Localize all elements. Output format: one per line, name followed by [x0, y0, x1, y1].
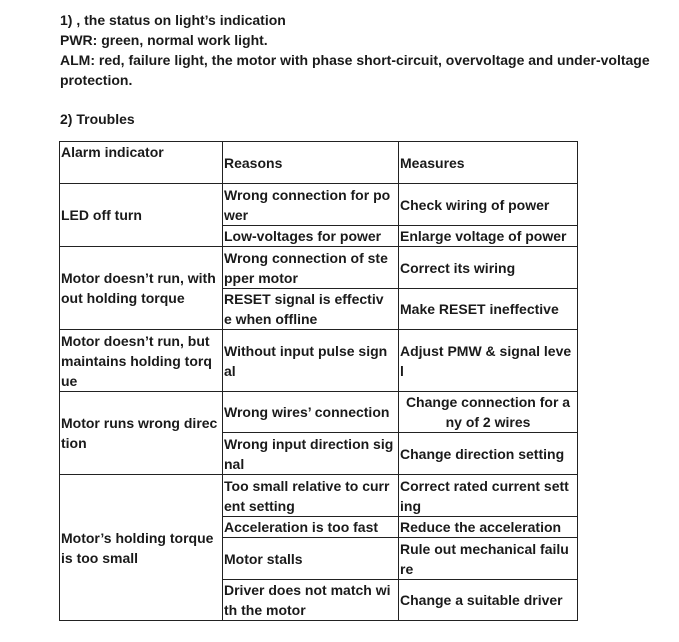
reason-cell: Wrong connection of ste pper motor — [223, 247, 399, 289]
table-row — [60, 475, 578, 517]
reason-cell: Motor stalls — [223, 538, 399, 580]
measure-cell: Change direction setting — [399, 433, 578, 475]
reason-cell: Driver does not match wi th the motor — [223, 580, 399, 621]
troubles-heading: 2) Troubles — [60, 111, 135, 127]
light-status-heading: 1) , the status on light’s indication — [60, 12, 286, 28]
table-header-row — [60, 142, 578, 184]
table-row — [60, 330, 578, 392]
reason-cell: RESET signal is effectiv e when offline — [223, 289, 399, 330]
table-row — [60, 247, 578, 289]
measure-cell: Correct rated current sett ing — [399, 475, 578, 517]
measure-cell: Make RESET ineffective — [399, 289, 578, 330]
measure-cell: Change connection for a ny of 2 wires — [399, 392, 578, 433]
alm-description-line-2: protection. — [60, 72, 133, 88]
alarm-indicator-cell: LED off turn — [60, 184, 223, 247]
reason-cell: Wrong input direction sig nal — [223, 433, 399, 475]
pwr-description: PWR: green, normal work light. — [60, 32, 268, 48]
reason-cell: Low-voltages for power — [223, 226, 399, 247]
alarm-indicator-cell: Motor runs wrong direc tion — [60, 392, 223, 475]
measure-cell: Reduce the acceleration — [399, 517, 578, 538]
measure-cell: Adjust PMW & signal leve l — [399, 330, 578, 392]
header-measures: Measures — [399, 142, 578, 184]
measure-cell: Enlarge voltage of power — [399, 226, 578, 247]
reason-cell: Wrong connection for po wer — [223, 184, 399, 226]
alarm-indicator-cell: Motor doesn’t run, with out holding torque — [60, 247, 223, 330]
reason-cell: Wrong wires’ connection — [223, 392, 399, 433]
measure-cell: Check wiring of power — [399, 184, 578, 226]
measure-cell: Change a suitable driver — [399, 580, 578, 621]
reason-cell: Too small relative to curr ent setting — [223, 475, 399, 517]
light-status-section — [60, 10, 675, 90]
reason-cell: Without input pulse sign al — [223, 330, 399, 392]
reason-cell: Acceleration is too fast — [223, 517, 399, 538]
header-reasons: Reasons — [223, 142, 399, 184]
measure-cell: Correct its wiring — [399, 247, 578, 289]
measure-cell: Rule out mechanical failu re — [399, 538, 578, 580]
header-alarm-indicator: Alarm indicator — [60, 142, 223, 184]
alarm-indicator-cell: Motor’s holding torque is too small — [60, 475, 223, 621]
troubles-table — [59, 141, 578, 621]
alm-description-line-1: ALM: red, failure light, the motor with phase short-circuit, overvoltage and under-voltage — [60, 52, 650, 68]
table-row — [60, 392, 578, 433]
alarm-indicator-cell: Motor doesn’t run, but maintains holding torq ue — [60, 330, 223, 392]
table-row — [60, 184, 578, 226]
